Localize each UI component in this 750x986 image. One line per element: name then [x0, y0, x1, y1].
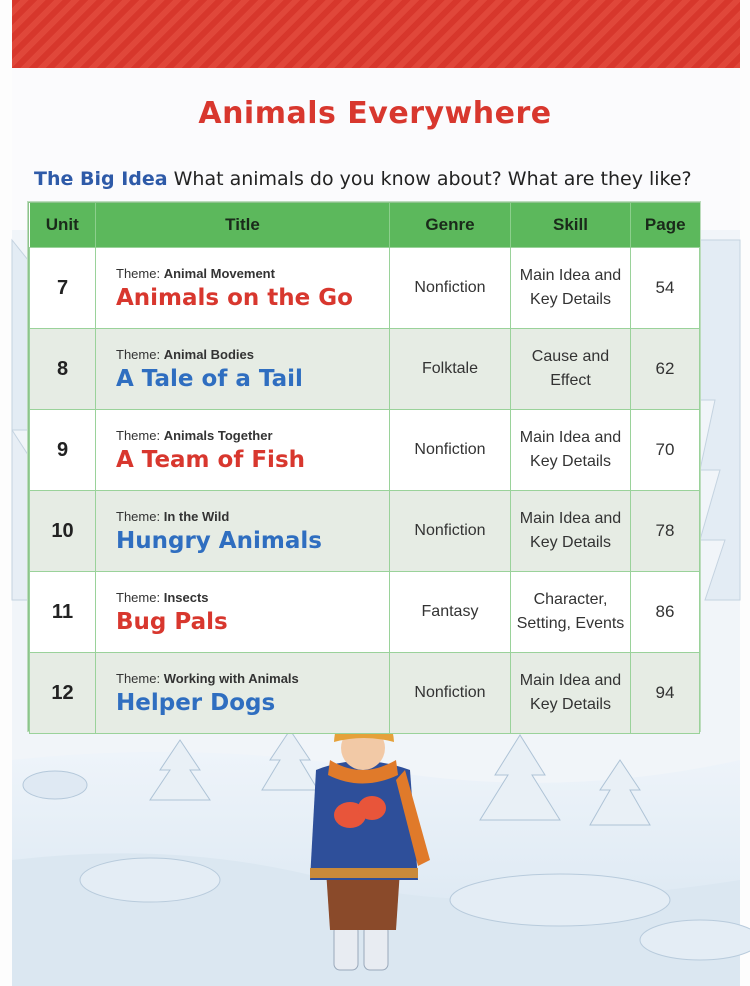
unit-number: 11	[30, 572, 96, 653]
skill-cell	[511, 329, 631, 410]
column-header-unit: Unit	[30, 203, 96, 248]
theme-name: In the Wild	[163, 508, 230, 524]
contents-table	[29, 203, 700, 734]
unit-number: 9	[30, 410, 96, 491]
page-number: 54	[631, 248, 700, 329]
page-number: 62	[631, 329, 700, 410]
table-row	[30, 329, 700, 410]
page-number: 86	[631, 572, 700, 653]
theme-label: Theme:	[116, 589, 161, 605]
page-number: 78	[631, 491, 700, 572]
skill-cell	[511, 410, 631, 491]
skill-cell	[511, 491, 631, 572]
big-idea-question: What animals do you know about? What are they like?	[173, 168, 692, 190]
story-title: Hungry Animals	[116, 527, 322, 554]
theme-label: Theme:	[116, 508, 161, 524]
unit-number: 10	[30, 491, 96, 572]
theme-line	[116, 671, 389, 686]
story-title: Animals on the Go	[116, 284, 353, 311]
genre-cell: Nonfiction	[390, 653, 511, 734]
page-number: 94	[631, 653, 700, 734]
table-header-row	[30, 203, 700, 248]
column-header-page: Page	[631, 203, 700, 248]
column-header-skill: Skill	[511, 203, 631, 248]
story-title: A Team of Fish	[116, 446, 306, 473]
column-header-title: Title	[96, 203, 390, 248]
skill-line: Main Idea and	[519, 510, 622, 527]
skill-line: Key Details	[530, 696, 611, 713]
theme-name: Animals Together	[163, 427, 273, 443]
title-cell	[96, 410, 390, 491]
unit-number: 7	[30, 248, 96, 329]
theme-name: Working with Animals	[163, 670, 299, 686]
skill-cell	[511, 653, 631, 734]
table-row	[30, 248, 700, 329]
skill-line: Main Idea and	[519, 267, 622, 284]
theme-label: Theme:	[116, 427, 161, 443]
theme-line	[116, 590, 389, 605]
theme-label: Theme:	[116, 346, 161, 362]
table-row	[30, 410, 700, 491]
genre-cell: Fantasy	[390, 572, 511, 653]
skill-line: Setting, Events	[516, 615, 625, 632]
table-row	[30, 653, 700, 734]
theme-label: Theme:	[116, 265, 161, 281]
theme-name: Animal Movement	[163, 265, 275, 281]
unit-number: 12	[30, 653, 96, 734]
theme-label: Theme:	[116, 670, 161, 686]
genre-cell: Folktale	[390, 329, 511, 410]
story-title: A Tale of a Tail	[116, 365, 303, 392]
big-idea-label: The Big Idea	[34, 168, 168, 190]
big-idea	[34, 168, 692, 190]
table-row	[30, 572, 700, 653]
skill-line: Key Details	[530, 534, 611, 551]
title-cell	[96, 248, 390, 329]
genre-cell: Nonfiction	[390, 410, 511, 491]
page-number: 70	[631, 410, 700, 491]
skill-line: Cause and Effect	[531, 348, 610, 389]
title-cell	[96, 491, 390, 572]
skill-cell	[511, 248, 631, 329]
unit-number: 8	[30, 329, 96, 410]
skill-line: Key Details	[530, 291, 611, 308]
theme-line	[116, 428, 389, 443]
theme-line	[116, 266, 389, 281]
story-title: Bug Pals	[116, 608, 228, 635]
skill-cell	[511, 572, 631, 653]
title-cell	[96, 329, 390, 410]
theme-line	[116, 347, 389, 362]
column-header-genre: Genre	[390, 203, 511, 248]
title-cell	[96, 653, 390, 734]
genre-cell: Nonfiction	[390, 491, 511, 572]
title-cell	[96, 572, 390, 653]
skill-line: Character,	[533, 591, 608, 608]
contents-table-panel	[28, 202, 700, 731]
page-title: Animals Everywhere	[198, 96, 552, 131]
theme-name: Insects	[163, 589, 209, 605]
table-row	[30, 491, 700, 572]
skill-line: Main Idea and	[519, 429, 622, 446]
skill-line: Key Details	[530, 453, 611, 470]
genre-cell: Nonfiction	[390, 248, 511, 329]
skill-line: Main Idea and	[519, 672, 622, 689]
story-title: Helper Dogs	[116, 689, 276, 716]
theme-line	[116, 509, 389, 524]
theme-name: Animal Bodies	[163, 346, 254, 362]
